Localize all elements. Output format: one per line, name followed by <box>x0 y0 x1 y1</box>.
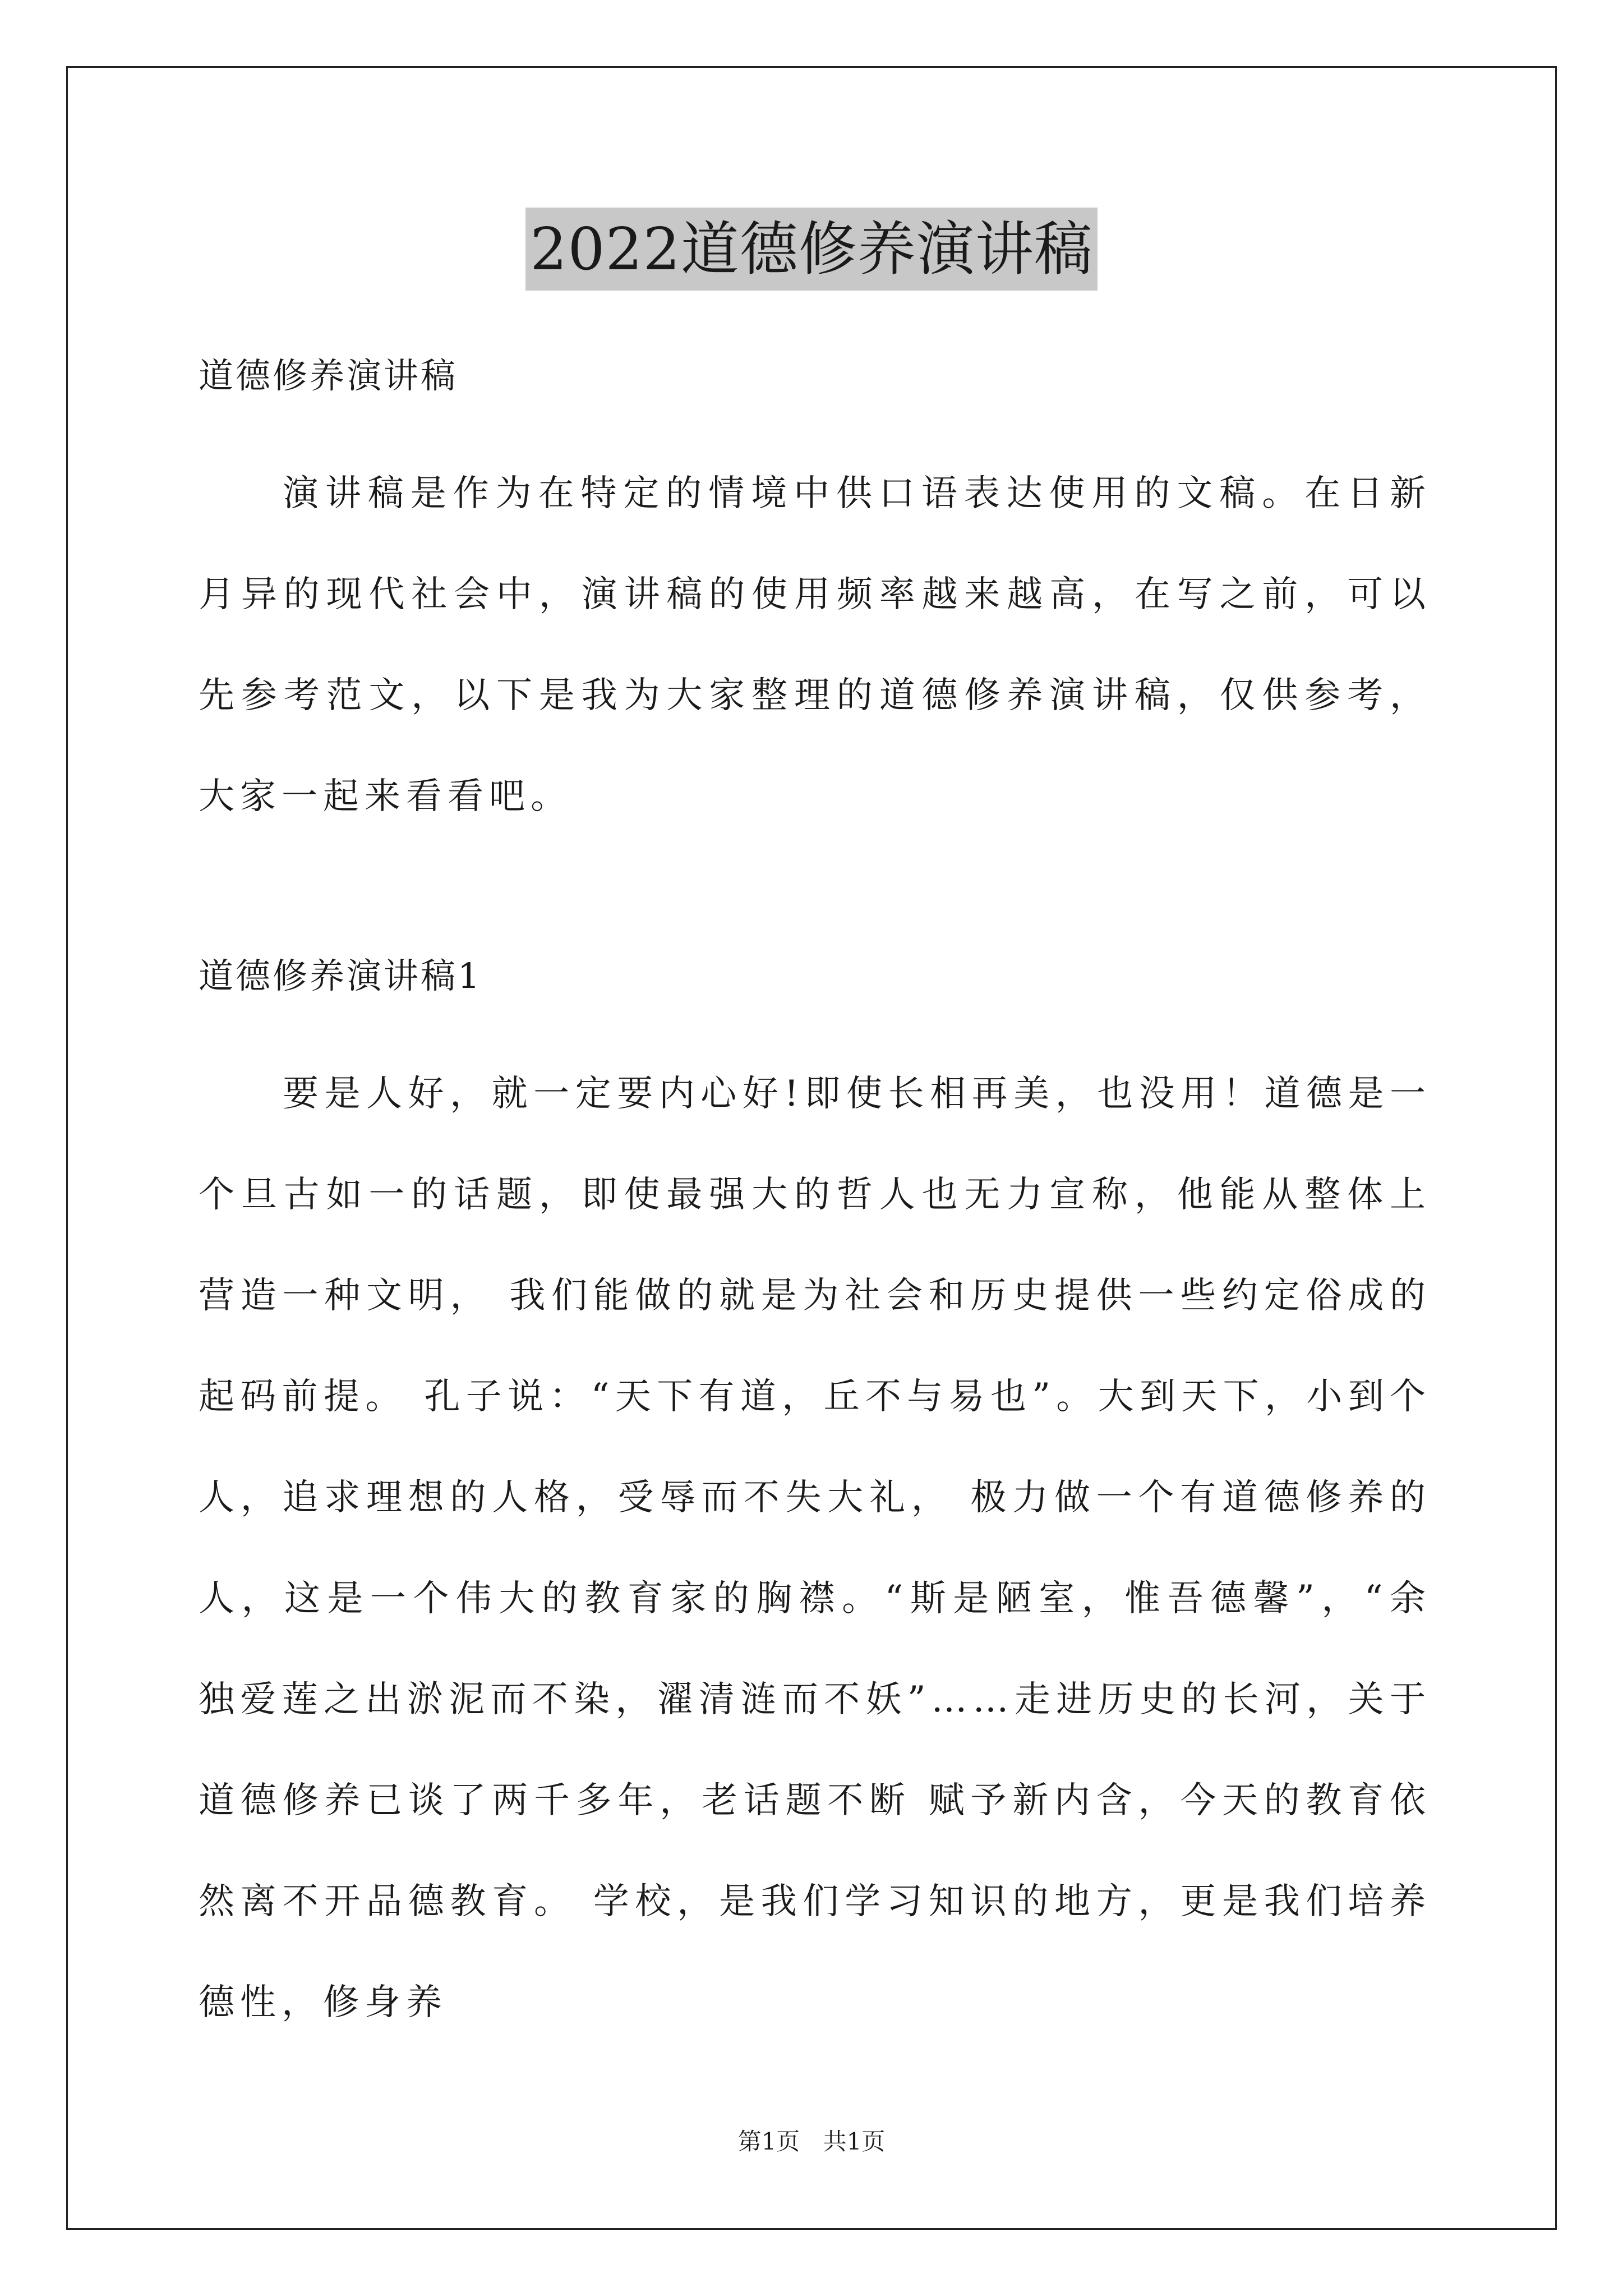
spacer <box>199 847 1431 942</box>
page-footer <box>0 2125 1623 2159</box>
spacer <box>199 409 1431 443</box>
page-total: 共1页 <box>823 2128 886 2155</box>
document-body <box>199 342 1431 2053</box>
spacer <box>199 1010 1431 1043</box>
page-number: 第1页 <box>737 2128 800 2155</box>
subheading: 道德修养演讲稿 <box>199 355 458 396</box>
section-paragraph: 要是人好，就一定要内心好!即使长相再美，也没用！道德是一个旦古如一的话题，即使最强大的哲人也无力宣称，他能从整体上营造一种文明， 我们能做的就是为社会和历史提供一些约定俗成的起码前提。 孔子说：“天下有道，丘不与易也”。大到天下，小到个人，追求理想的人格，受辱而不失大礼， 极力做一个有道德修养的人，这是一个伟大的教育家的胸襟。“斯是陋室，惟吾德馨”，“余独爱莲之出淤泥而不染，濯清涟而不妖”……走进历史的长河，关于道德修养已谈了两千多年，老话题不断 赋予新内含，今天的教育依然离不开品德教育。 学校，是我们学习知识的地方，更是我们培养德性，修身养 <box>199 1073 1431 2023</box>
section-heading: 道德修养演讲稿1 <box>199 955 482 996</box>
document-title: 2022道德修养演讲稿 <box>525 208 1098 291</box>
title-area <box>0 208 1623 291</box>
intro-paragraph: 演讲稿是作为在特定的情境中供口语表达使用的文稿。在日新月异的现代社会中，演讲稿的使用频率越来越高，在写之前，可以先参考范文，以下是我为大家整理的道德修养演讲稿，仅供参考，大家一起来看看吧。 <box>199 473 1431 817</box>
